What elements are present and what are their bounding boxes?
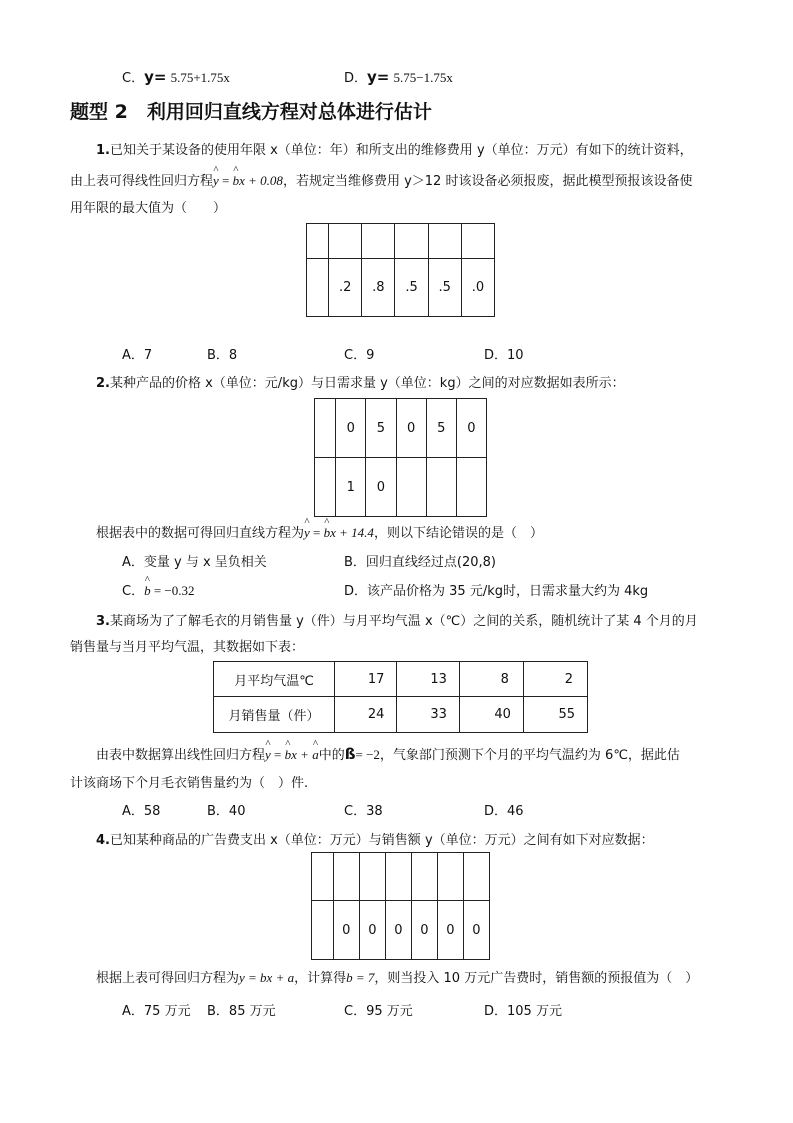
q1-line3: 用年限的最大值为（ ） — [70, 201, 227, 216]
table-cell: 0 — [359, 901, 385, 960]
table-cell: .5 — [395, 259, 428, 317]
q3-text-line1: 某商场为了了解毛衣的月销售量 y（件）与月平均气温 x（℃）之间的关系，随机统计了某 4 个月的月 — [109, 614, 698, 629]
table-cell — [396, 458, 426, 517]
y-hat: ^ y — [265, 747, 271, 763]
q4-option-d: D．105 万元 — [484, 1004, 562, 1019]
q3-line2: 销售量与当月平均气温，其数据如下表： — [70, 640, 305, 655]
eq-tail: x + 14.4 — [330, 525, 374, 540]
q1-text: ，若规定当维修费用 y＞12 时该设备必须报废，据此模型预报该设备使 — [282, 174, 693, 189]
q1-text: 由上表可得线性回归方程 — [70, 174, 214, 189]
eq-sign: = — [270, 747, 285, 762]
q4-number: 4. — [96, 833, 110, 848]
b-hat: ^ b — [144, 583, 151, 599]
table-cell: 33 — [397, 697, 459, 733]
top-option-c — [122, 67, 230, 86]
q4-option-a: A．75 万元 — [122, 1004, 191, 1019]
q3-option-c: C．38 — [344, 804, 383, 819]
table-cell: 0 — [463, 901, 489, 960]
table-cell — [456, 458, 486, 517]
q4-text: ，计算得 — [294, 971, 347, 986]
q3-after-table — [96, 744, 680, 763]
top-option-d — [344, 67, 453, 86]
q1-option-a: A．7 — [122, 348, 153, 363]
q3-table — [213, 661, 588, 733]
table-row-label: 月销售量（件） — [214, 697, 335, 733]
q4-after-table — [96, 967, 698, 986]
table-row-label: 月平均气温℃ — [214, 662, 335, 697]
table-cell — [411, 853, 437, 901]
table-cell — [426, 458, 456, 517]
table-cell: 8 — [459, 662, 523, 697]
table-cell: 0 — [336, 399, 366, 458]
q1-line1 — [96, 139, 693, 158]
q4-text-line1: 已知某种商品的广告费支出 x（单位：万元）与销售额 y（单位：万元）之间有如下对应数据： — [109, 833, 654, 848]
table-cell — [307, 224, 329, 259]
table-cell: 1 — [336, 458, 366, 517]
b-hat: ^ b — [285, 747, 292, 763]
q2-option-a: A．变量 y 与 x 呈负相关 — [122, 555, 267, 570]
q1-number: 1. — [96, 143, 110, 158]
y-hat: ^ y — [304, 525, 310, 541]
table-cell — [463, 853, 489, 901]
table-cell: 0 — [333, 901, 359, 960]
q1-option-c: C．9 — [344, 348, 375, 363]
eq-sign: = — [309, 525, 324, 540]
table-cell: 0 — [456, 399, 486, 458]
table-cell: 24 — [334, 697, 396, 733]
table-cell: 0 — [411, 901, 437, 960]
q3-option-b: B．40 — [207, 804, 246, 819]
y-hat: ^ y — [213, 173, 219, 189]
q2-table — [314, 398, 487, 517]
table-cell: 0 — [366, 458, 396, 517]
b-hat: ^ b — [324, 525, 331, 541]
q2-text: ，则以下结论错误的是（ ） — [373, 526, 543, 541]
table-cell — [385, 853, 411, 901]
q2-option-c — [122, 580, 195, 599]
q3-text: 由表中数据算出线性回归方程 — [96, 748, 266, 763]
q3-option-d: D．46 — [484, 804, 524, 819]
eq-tail: x + 0.08 — [239, 173, 283, 188]
q1-option-b: B．8 — [207, 348, 238, 363]
table-cell — [312, 853, 334, 901]
a-hat: ^ a — [312, 747, 319, 763]
option-letter: C． — [122, 584, 145, 599]
table-cell: 5 — [366, 399, 396, 458]
q4-option-b: B．85 万元 — [207, 1004, 276, 1019]
table-cell: 0 — [437, 901, 463, 960]
q2-number: 2. — [96, 376, 110, 391]
table-cell: 0 — [385, 901, 411, 960]
table-cell: 5 — [426, 399, 456, 458]
q4-equation: y = bx + a — [239, 970, 295, 985]
q2-text: 根据表中的数据可得回归直线方程为 — [96, 526, 305, 541]
table-cell: 0 — [396, 399, 426, 458]
q1-option-d: D．10 — [484, 348, 524, 363]
q2-option-d: D．该产品价格为 35 元/kg时，日需求量大约为 4kg — [344, 584, 649, 599]
table-cell: 2 — [523, 662, 587, 697]
table-cell: 17 — [334, 662, 396, 697]
q2-option-b: B．回归直线经过点(20,8) — [344, 555, 497, 570]
q4-line1 — [96, 829, 654, 848]
q3-line1 — [96, 610, 698, 629]
table-cell: .5 — [428, 259, 461, 317]
q1-table — [306, 223, 495, 317]
table-cell — [428, 224, 461, 259]
table-cell — [329, 224, 362, 259]
b-value: = −2 — [355, 747, 380, 762]
q4-option-c: C．95 万元 — [344, 1004, 413, 1019]
table-cell — [307, 259, 329, 317]
q2-after-table — [96, 522, 543, 541]
q3-line-last: 计该商场下个月毛衣销售量约为（ ）件. — [70, 776, 309, 791]
q2-text-line1: 某种产品的价格 x（单位：元/kg）与日需求量 y（单位：kg）之间的对应数据如表所示： — [109, 376, 625, 391]
q3-text: 中的 — [318, 748, 345, 763]
garbled-b-glyph: ß — [344, 745, 356, 763]
q3-number: 3. — [96, 614, 110, 629]
garbled-equation-glyph: y= — [367, 68, 390, 86]
q4-b-value: b = 7 — [346, 970, 375, 985]
table-cell: 13 — [397, 662, 459, 697]
q2-line1 — [96, 372, 625, 391]
q4-table — [311, 852, 490, 960]
table-cell — [315, 399, 336, 458]
table-cell: .2 — [329, 259, 362, 317]
table-cell — [437, 853, 463, 901]
q1-text-line1: 已知关于某设备的使用年限 x（单位：年）和所支出的维修费用 y（单位：万元）有如下的统计资料， — [109, 143, 693, 158]
table-cell — [312, 901, 334, 960]
table-cell — [359, 853, 385, 901]
q3-option-a: A．58 — [122, 804, 161, 819]
table-cell: 55 — [523, 697, 587, 733]
eq-sign: = — [218, 173, 233, 188]
eq-x: x + — [291, 747, 313, 762]
b-hat: ^ b — [233, 173, 240, 189]
q1-line2 — [70, 170, 692, 189]
q4-text: ，则当投入 10 万元广告费时，销售额的预报值为（ ） — [374, 971, 699, 986]
table-cell — [461, 224, 494, 259]
option-expression: 5.75+1.75x — [170, 70, 230, 85]
option-value: = −0.32 — [150, 583, 195, 598]
garbled-equation-glyph: y= — [144, 68, 167, 86]
option-letter: C． — [122, 71, 145, 86]
table-cell: .8 — [362, 259, 395, 317]
table-cell — [315, 458, 336, 517]
q4-text: 根据上表可得回归方程为 — [96, 971, 240, 986]
table-cell — [362, 224, 395, 259]
table-cell — [333, 853, 359, 901]
table-cell: 40 — [459, 697, 523, 733]
option-expression: 5.75−1.75x — [393, 70, 453, 85]
table-cell — [395, 224, 428, 259]
option-letter: D． — [344, 71, 368, 86]
q3-text: ，气象部门预测下个月的平均气温约为 6℃，据此估 — [379, 748, 680, 763]
section-title: 题型 2 利用回归直线方程对总体进行估计 — [70, 101, 432, 123]
table-cell: .0 — [461, 259, 494, 317]
